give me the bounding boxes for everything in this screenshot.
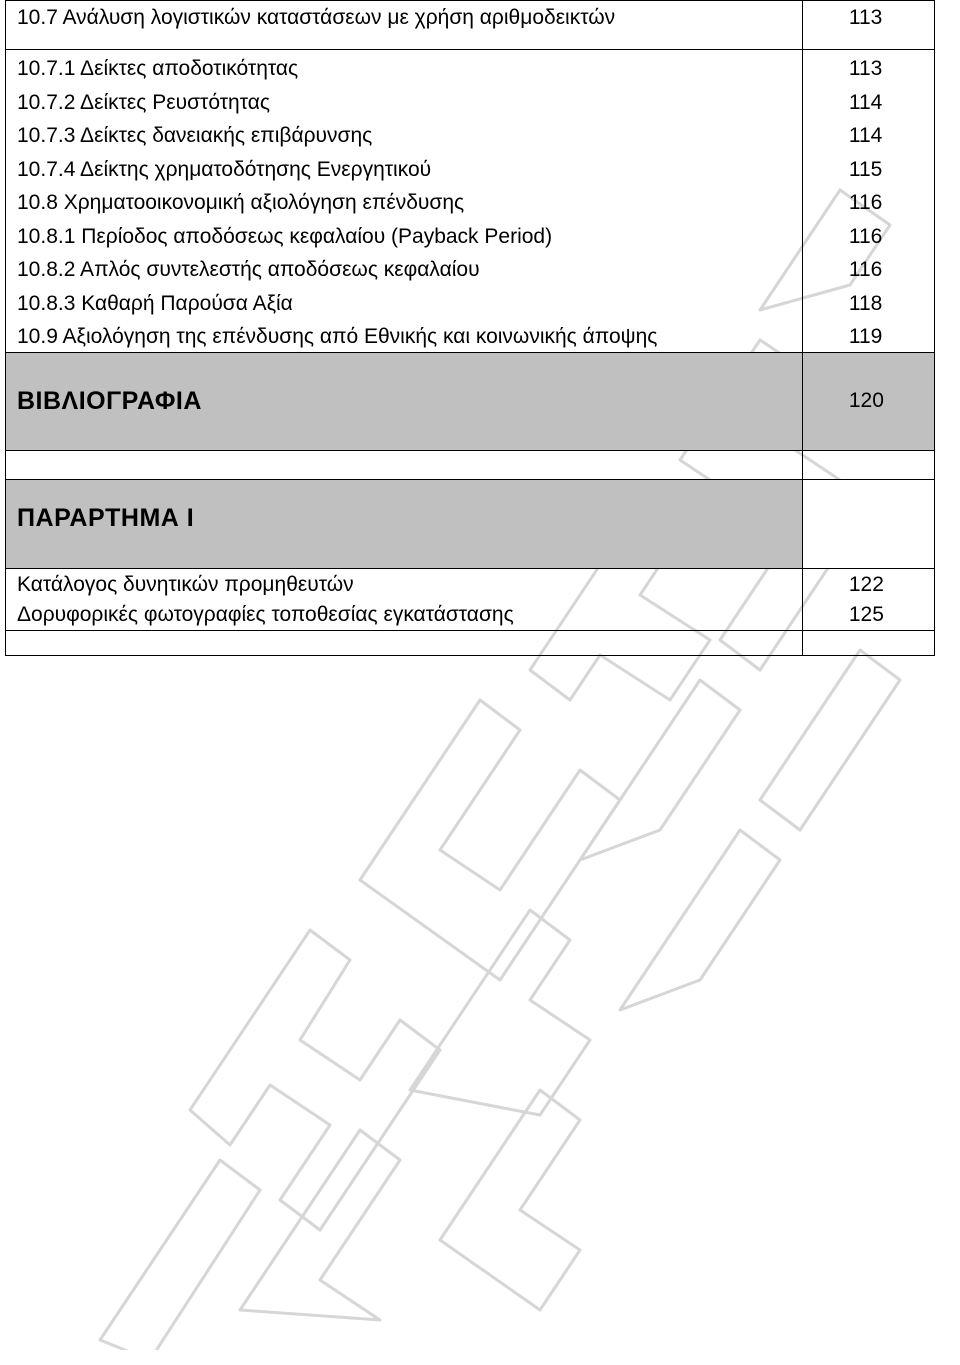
- toc-entry-title: 10.7.1 Δείκτες αποδοτικότητας: [17, 57, 299, 80]
- toc-page-cell: [802, 352, 934, 450]
- toc-page-cell: [802, 1, 934, 50]
- toc-entry-page: 119: [848, 325, 883, 348]
- toc-row-spacer: [6, 450, 935, 479]
- toc-entry-title: 10.8 Χρηματοοικονομική αξιολόγηση επένδυσης: [17, 191, 465, 214]
- toc-entry-title: Κατάλογος δυνητικών προμηθευτών: [17, 572, 354, 596]
- toc-entry-title: 10.9 Αξιολόγηση της επένδυσης από Εθνικής και κοινωνικής άποψης: [17, 325, 658, 348]
- appendix-heading: ΠΑΡΑΡΤΗΜΑ Ι: [17, 503, 195, 532]
- toc-page-cell: [802, 479, 934, 568]
- toc-entry-title: 10.7.4 Δείκτης χρηματοδότησης Ενεργητικού: [17, 157, 432, 181]
- toc-entry-page: 113: [848, 57, 883, 80]
- bibliography-page: 120: [848, 389, 884, 412]
- toc-title-cell: [6, 50, 803, 353]
- toc-title-cell: [6, 1, 803, 50]
- toc-entry-title: 10.8.3 Καθαρή Παρούσα Αξία: [17, 291, 293, 315]
- toc-empty-cell: [6, 450, 803, 479]
- toc-entry-page: 125: [848, 603, 884, 626]
- toc-entry-title: 10.8.1 Περίοδος αποδόσεως κεφαλαίου (Payback Period): [17, 224, 553, 248]
- toc-entry-page: 116: [848, 191, 883, 214]
- toc-page-cell: [802, 568, 934, 630]
- toc-entry-title: 10.7.2 Δείκτες Ρευστότητας: [17, 90, 270, 114]
- toc-entry-page: 114: [848, 90, 883, 114]
- toc-empty-cell: [6, 630, 803, 655]
- toc-entry-page: 116: [848, 224, 883, 248]
- toc-table: [5, 0, 935, 656]
- toc-page-cell: [802, 50, 934, 353]
- toc-entry-title: 10.7.3 Δείκτες δανειακής επιβάρυνσης: [17, 124, 373, 147]
- toc-row-appendix: [6, 479, 935, 568]
- toc-entry-title: Δορυφορικές φωτογραφίες τοποθεσίας εγκατάστασης: [17, 603, 514, 626]
- toc-row-group: [6, 50, 935, 353]
- toc-row-bibliography: [6, 352, 935, 450]
- toc-entry-page: 114: [848, 124, 883, 147]
- toc-title-cell: [6, 568, 803, 630]
- toc-row-group: [6, 568, 935, 630]
- toc-title-cell: [6, 479, 803, 568]
- toc-entry-page: 113: [848, 6, 883, 29]
- toc-entry-page: 122: [848, 572, 884, 596]
- toc-title-cell: [6, 352, 803, 450]
- toc-row-spacer: [6, 630, 935, 655]
- toc-entry-title: 10.8.2 Απλός συντελεστής αποδόσεως κεφαλαίου: [17, 258, 480, 281]
- toc-entry-page: 116: [848, 258, 883, 281]
- bibliography-heading: ΒΙΒΛΙΟΓΡΑΦΙΑ: [17, 386, 202, 415]
- toc-row: [6, 1, 935, 50]
- toc-entry-page: 115: [848, 157, 883, 181]
- toc-entry-title: 10.7 Ανάλυση λογιστικών καταστάσεων με χρήση αριθμοδεικτών: [17, 6, 616, 29]
- toc-empty-cell: [802, 450, 934, 479]
- toc-entry-page: 118: [848, 291, 883, 315]
- toc-empty-cell: [802, 630, 934, 655]
